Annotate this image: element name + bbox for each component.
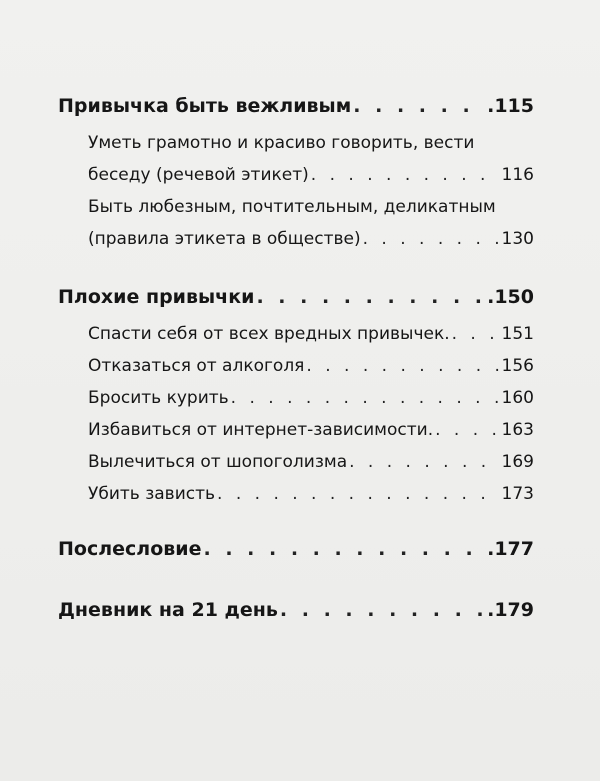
section-title: Плохие привычки: [58, 286, 255, 308]
toc-entry: [88, 446, 534, 478]
entry-title-line-2: (правила этикета в обществе): [88, 229, 361, 249]
entry-title-line-1: Уметь грамотно и красиво говорить, вести: [88, 133, 475, 153]
entry-page-number: 169: [501, 452, 534, 472]
section-page-number: .179: [487, 599, 534, 621]
toc-section-heading: [58, 286, 534, 318]
entry-page-number: 173: [501, 484, 534, 504]
toc-section-heading: [58, 599, 534, 631]
toc-entry: [58, 191, 534, 255]
entry-title: Убить зависть: [88, 484, 216, 504]
entry-title: Вылечиться от шопоголизма: [88, 452, 348, 472]
section-page-number: .115: [487, 95, 534, 117]
toc-section-diary: [58, 599, 534, 631]
entry-title-line-1: Быть любезным, почтительным, деликатным: [88, 197, 496, 217]
toc-entry: [58, 127, 534, 191]
entry-title: Отказаться от алкоголя: [88, 356, 305, 376]
toc-entry-row: [88, 159, 534, 191]
toc-section-heading: [58, 538, 534, 570]
dot-leader: [217, 478, 500, 510]
entry-page-number: 151: [501, 324, 534, 344]
section-page-number: .150: [487, 286, 534, 308]
dot-leader: [306, 350, 499, 382]
toc-entry: [88, 414, 534, 446]
dot-leader: [353, 95, 485, 117]
entry-page-number: 116: [501, 165, 534, 185]
section-title: Послесловие: [58, 538, 202, 560]
entry-page-number: 163: [501, 420, 534, 440]
entry-page-number: 156: [501, 356, 534, 376]
dot-leader: [349, 446, 499, 478]
toc-section-bad-habits: [58, 286, 534, 510]
dot-leader: [256, 286, 485, 308]
dot-leader: [435, 414, 499, 446]
toc-entry: [88, 478, 534, 510]
entry-title: Бросить курить: [88, 388, 229, 408]
entry-page-number: 160: [501, 388, 534, 408]
dot-leader: [311, 159, 500, 191]
section-page-number: .177: [487, 538, 534, 560]
dot-leader: [231, 382, 500, 414]
toc-entry: [88, 318, 534, 350]
dot-leader: [363, 223, 500, 255]
toc-entry: [88, 350, 534, 382]
toc-section-heading: [58, 95, 534, 127]
toc-entry-row: [88, 223, 534, 255]
section-title: Дневник на 21 день: [58, 599, 278, 621]
dot-leader: [203, 538, 485, 560]
dot-leader: [452, 318, 500, 350]
toc-section-afterword: [58, 538, 534, 570]
dot-leader: [280, 599, 485, 621]
entry-title: Спасти себя от всех вредных привычек.: [88, 324, 450, 344]
toc-section-politeness: [58, 95, 534, 255]
entry-title-line-2: беседу (речевой этикет): [88, 165, 309, 185]
section-title: Привычка быть вежливым: [58, 95, 352, 117]
toc-entry: [88, 382, 534, 414]
entry-page-number: 130: [501, 229, 534, 249]
toc-entry-list: [58, 318, 534, 510]
entry-title: Избавиться от интернет-зависимости.: [88, 420, 434, 440]
